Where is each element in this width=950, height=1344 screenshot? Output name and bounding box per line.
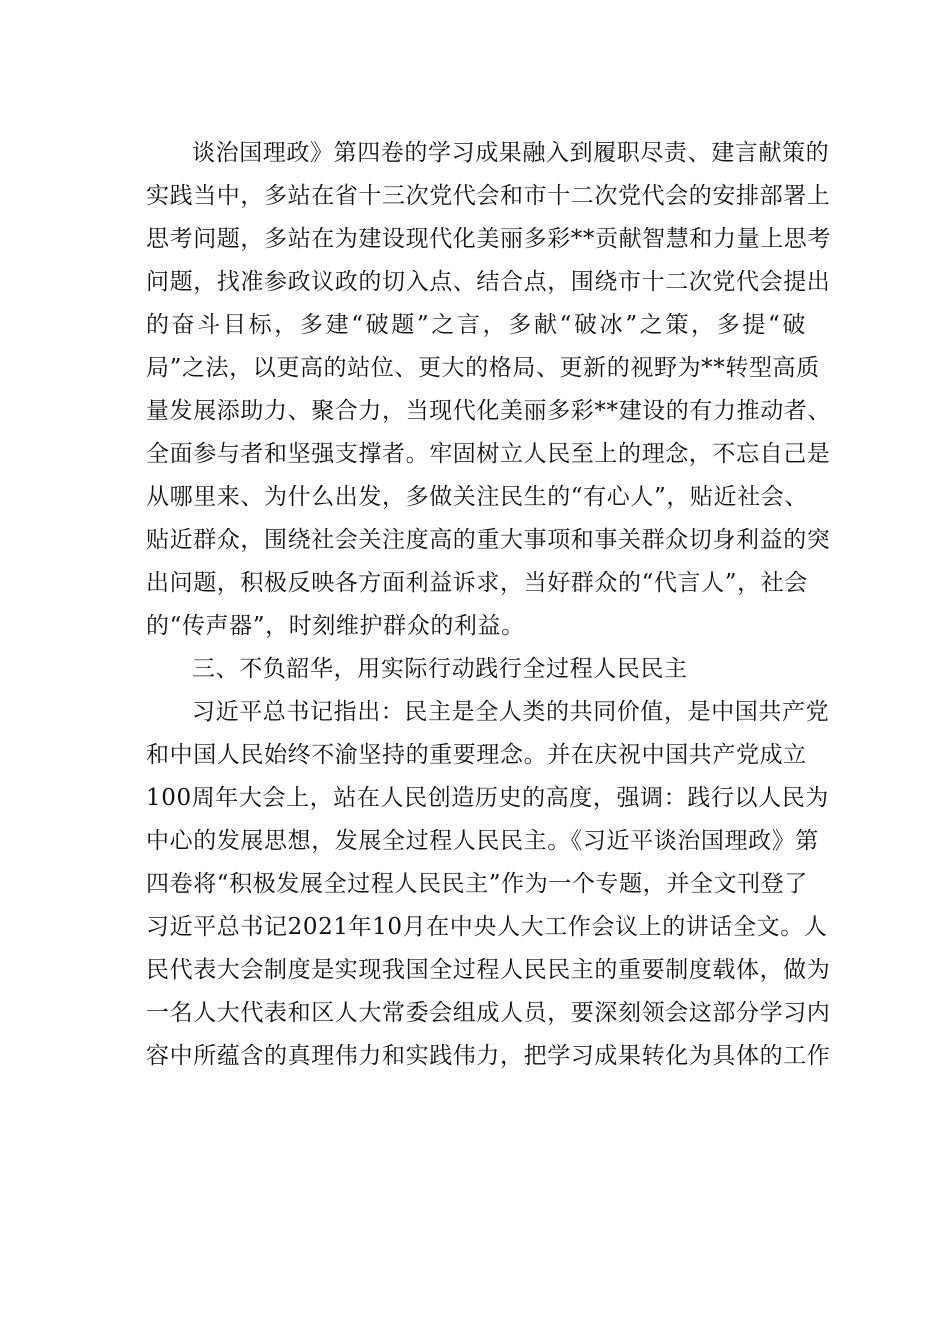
body-text [146, 132, 831, 1078]
paragraph-line: 习近平总书记指出：民主是全人类的共同价值，是中国共产党 [192, 699, 830, 725]
paragraph-line: 思考问题，多站在为建设现代化美丽多彩**贡献智慧和力量上思考 [146, 226, 831, 252]
paragraph-line: 量发展添助力、聚合力，当现代化美丽多彩**建设的有力推动者、 [146, 398, 831, 424]
paragraph-line: 的奋斗目标，多建“破题”之言，多献“破冰”之策，多提“破 [146, 312, 806, 338]
paragraph-line: 实践当中，多站在省十三次党代会和市十二次党代会的安排部署上 [146, 183, 831, 209]
paragraph-line: 贴近群众，围绕社会关注度高的重大事项和事关群众切身利益的突 [146, 527, 831, 553]
paragraph-line: 出问题，积极反映各方面利益诉求，当好群众的“代言人”，社会 [146, 570, 808, 596]
paragraph-line: 四卷将“积极发展全过程人民民主”作为一个专题，并全文刊登了 [146, 871, 808, 897]
paragraph-line: 民代表大会制度是实现我国全过程人民民主的重要制度载体，做为 [146, 957, 831, 983]
paragraph-line: 习近平总书记2021年10月在中央人大工作会议上的讲话全文。人 [146, 914, 828, 940]
paragraph-line: 100周年大会上，站在人民创造历史的高度，强调：践行以人民为 [146, 785, 829, 811]
paragraph-line: 一名人大代表和区人大常委会组成人员，要深刻领会这部分学习内 [146, 1000, 831, 1026]
paragraph-line: 从哪里来、为什么出发，多做关注民生的“有心人”，贴近社会、 [146, 484, 808, 510]
paragraph-line: 问题，找准参政议政的切入点、结合点，围绕市十二次党代会提出 [146, 269, 831, 295]
paragraph-line: 的“传声器”，时刻维护群众的利益。 [146, 613, 525, 639]
paragraph-line: 局”之法，以更高的站位、更大的格局、更新的视野为**转型高质 [146, 355, 820, 381]
section-heading: 三、不负韶华，用实际行动践行全过程人民民主 [192, 656, 688, 682]
paragraph-line: 全面参与者和坚强支撑者。牢固树立人民至上的理念，不忘自己是 [146, 441, 831, 467]
paragraph-line: 谈治国理政》第四卷的学习成果融入到履职尽责、建言献策的 [192, 140, 830, 166]
paragraph-line: 中心的发展思想，发展全过程人民民主。《习近平谈治国理政》第 [146, 828, 819, 854]
paragraph-line: 容中所蕴含的真理伟力和实践伟力，把学习成果转化为具体的工作 [146, 1043, 831, 1069]
paragraph-line: 和中国人民始终不渝坚持的重要理念。并在庆祝中国共产党成立 [146, 742, 807, 768]
